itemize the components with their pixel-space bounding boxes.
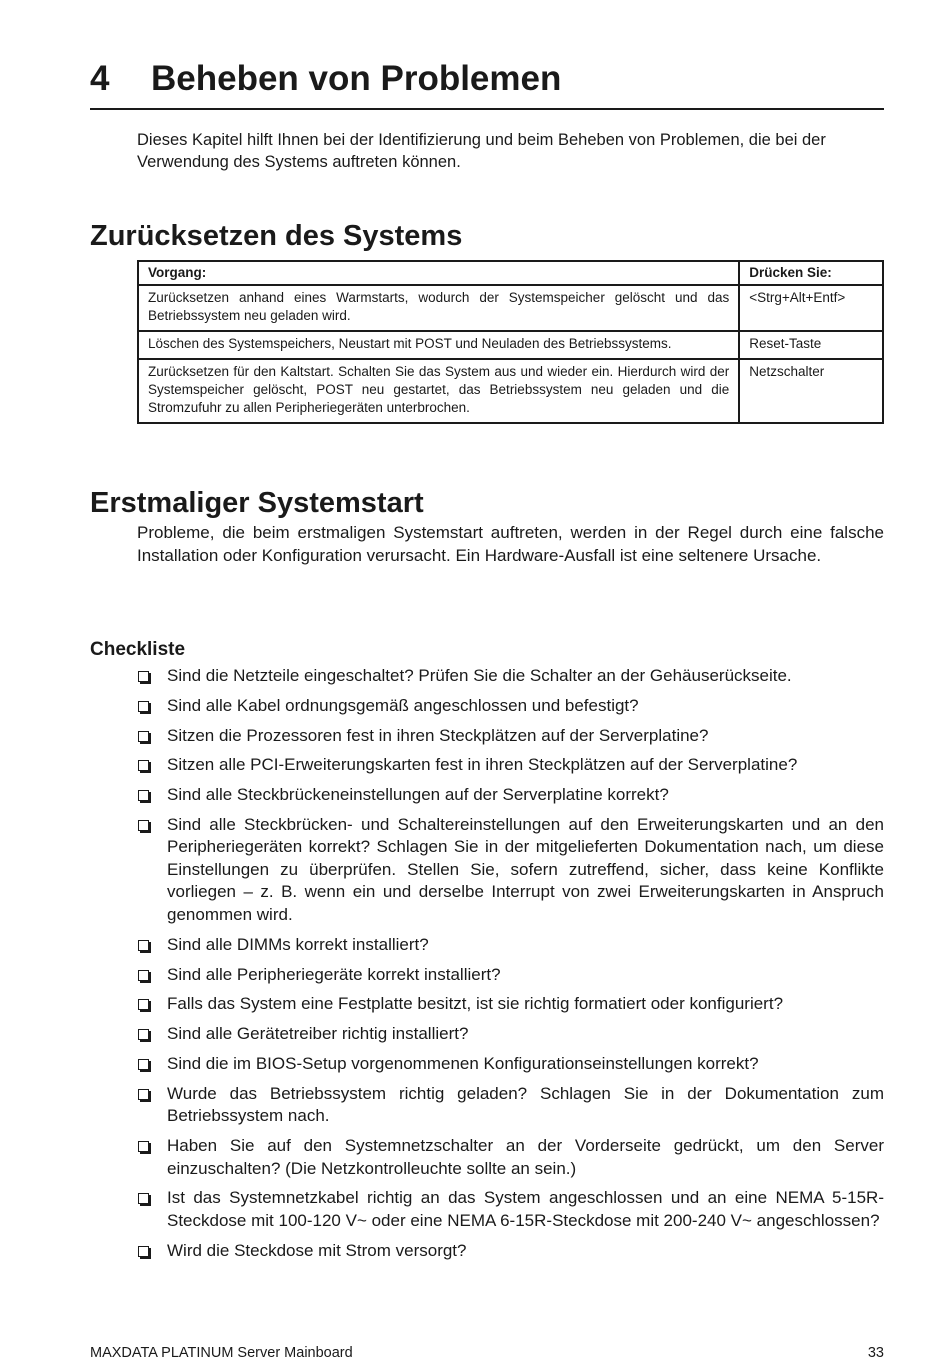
table-cell-action: Zurücksetzen anhand eines Warmstarts, wodurch der Systemspeicher gelöscht und das Betriebssystem neu geladen wird. <box>138 285 739 331</box>
reset-table <box>137 260 884 424</box>
checkbox-icon <box>137 1053 167 1076</box>
list-item-text: Haben Sie auf den Systemnetzschalter an der Vorderseite gedrückt, um den Server einzuschalten? (Die Netzkontrolleuchte sollte an sein.) <box>167 1136 884 1178</box>
list-item <box>137 814 884 927</box>
list-item-text: Sind die im BIOS-Setup vorgenommenen Konfigurationseinstellungen korrekt? <box>167 1053 759 1073</box>
list-item <box>137 1240 884 1263</box>
checkbox-icon <box>137 784 167 807</box>
list-item-text: Sitzen alle PCI-Erweiterungskarten fest in ihren Steckplätzen auf der Serverplatine? <box>167 755 798 775</box>
checklist <box>137 665 884 1269</box>
chapter-title: Beheben von Problemen <box>151 59 562 98</box>
list-item <box>137 695 884 718</box>
checkbox-icon <box>137 754 167 777</box>
table-row <box>138 331 883 359</box>
list-item-text: Sind alle Peripheriegeräte korrekt installiert? <box>167 964 501 984</box>
section-heading-reset: Zurücksetzen des Systems <box>90 220 463 252</box>
table-header-action: Vorgang: <box>138 261 739 285</box>
list-item <box>137 665 884 688</box>
table-cell-key: Reset-Taste <box>739 331 883 359</box>
list-item <box>137 993 884 1016</box>
checklist-heading: Checkliste <box>90 639 186 660</box>
list-item <box>137 784 884 807</box>
page-number: 33 <box>867 1345 884 1361</box>
checkbox-icon <box>137 1240 167 1263</box>
checkbox-icon <box>137 1187 167 1210</box>
list-item-text: Sitzen die Prozessoren fest in ihren Steckplätzen auf der Serverplatine? <box>167 725 709 745</box>
first-start-paragraph: Probleme, die beim erstmaligen Systemstart auftreten, werden in der Regel durch eine falsche Installation oder Konfiguration verursacht. Ein Hardware-Ausfall ist eine seltenere Ursache. <box>137 523 884 565</box>
list-item-text: Wurde das Betriebssystem richtig geladen? Schlagen Sie in der Dokumentation zum Betriebssystem nach. <box>167 1083 884 1126</box>
chapter-heading <box>90 58 884 110</box>
list-item <box>137 725 884 748</box>
list-item-text: Falls das System eine Festplatte besitzt, ist sie richtig formatiert oder konfiguriert? <box>167 994 784 1014</box>
table-cell-action: Löschen des Systemspeichers, Neustart mit POST und Neuladen des Betriebssystems. <box>138 331 739 359</box>
checkbox-icon <box>137 814 167 837</box>
list-item-text: Sind alle Steckbrücken- und Schaltereinstellungen auf den Erweiterungskarten und an den Peripheriegeräten korrekt? Schlagen Sie in der mitgelieferten Dokumentation nach, um diese Einstellungen zu überprüfen. Stellen Sie, sofern zutreffend, sicher, dass keine Konflikte vorliegen – z. B. wenn ein und derselbe Interrupt von zwei Erweiterungskarten in Anspruch genommen wird. <box>167 814 884 924</box>
table-header-key: Drücken Sie: <box>739 261 883 285</box>
list-item <box>137 1083 884 1128</box>
checkbox-icon <box>137 964 167 987</box>
checkbox-icon <box>137 665 167 688</box>
table-cell-key: Netzschalter <box>739 359 883 423</box>
list-item <box>137 1023 884 1046</box>
list-item-text: Sind alle Steckbrückeneinstellungen auf der Serverplatine korrekt? <box>167 785 669 805</box>
list-item-text: Sind alle DIMMs korrekt installiert? <box>167 934 429 954</box>
checkbox-icon <box>137 1083 167 1106</box>
list-item-text: Wird die Steckdose mit Strom versorgt? <box>167 1240 467 1260</box>
chapter-number: 4 <box>90 59 110 98</box>
intro-paragraph: Dieses Kapitel hilft Ihnen bei der Identifizierung und beim Beheben von Problemen, die bei der Verwendung des Systems auftreten können. <box>137 131 826 171</box>
list-item-text: Sind die Netzteile eingeschaltet? Prüfen Sie die Schalter an der Gehäuserückseite. <box>167 666 792 685</box>
list-item <box>137 1053 884 1076</box>
table-row <box>138 285 883 331</box>
list-item <box>137 1135 884 1180</box>
checkbox-icon <box>137 993 167 1016</box>
footer-title: MAXDATA PLATINUM Server Mainboard <box>90 1345 353 1361</box>
list-item <box>137 934 884 957</box>
list-item <box>137 964 884 987</box>
table-cell-action: Zurücksetzen für den Kaltstart. Schalten Sie das System aus und wieder ein. Hierdurch wird der Systemspeicher gelöscht, POST neu gestartet, das Betriebssystem neu geladen und die Stromzufuhr zu allen Peripheriegeräten unterbrochen. <box>138 359 739 423</box>
checkbox-icon <box>137 695 167 718</box>
checkbox-icon <box>137 1023 167 1046</box>
table-header-row <box>138 261 883 285</box>
checkbox-icon <box>137 934 167 957</box>
list-item-text: Sind alle Gerätetreiber richtig installiert? <box>167 1024 469 1044</box>
section-heading-first-start: Erstmaliger Systemstart <box>90 487 424 519</box>
list-item-text: Ist das Systemnetzkabel richtig an das System angeschlossen und an eine NEMA 5-15R-Steckdose mit 100-120 V~ oder eine NEMA 6-15R-Steckdose mit 200-240 V~ angeschlossen? <box>167 1188 884 1230</box>
list-item <box>137 754 884 777</box>
checkbox-icon <box>137 1135 167 1158</box>
checkbox-icon <box>137 725 167 748</box>
list-item-text: Sind alle Kabel ordnungsgemäß angeschlossen und befestigt? <box>167 695 639 715</box>
table-cell-key: <Strg+Alt+Entf> <box>739 285 883 331</box>
table-row <box>138 359 883 423</box>
list-item <box>137 1187 884 1232</box>
